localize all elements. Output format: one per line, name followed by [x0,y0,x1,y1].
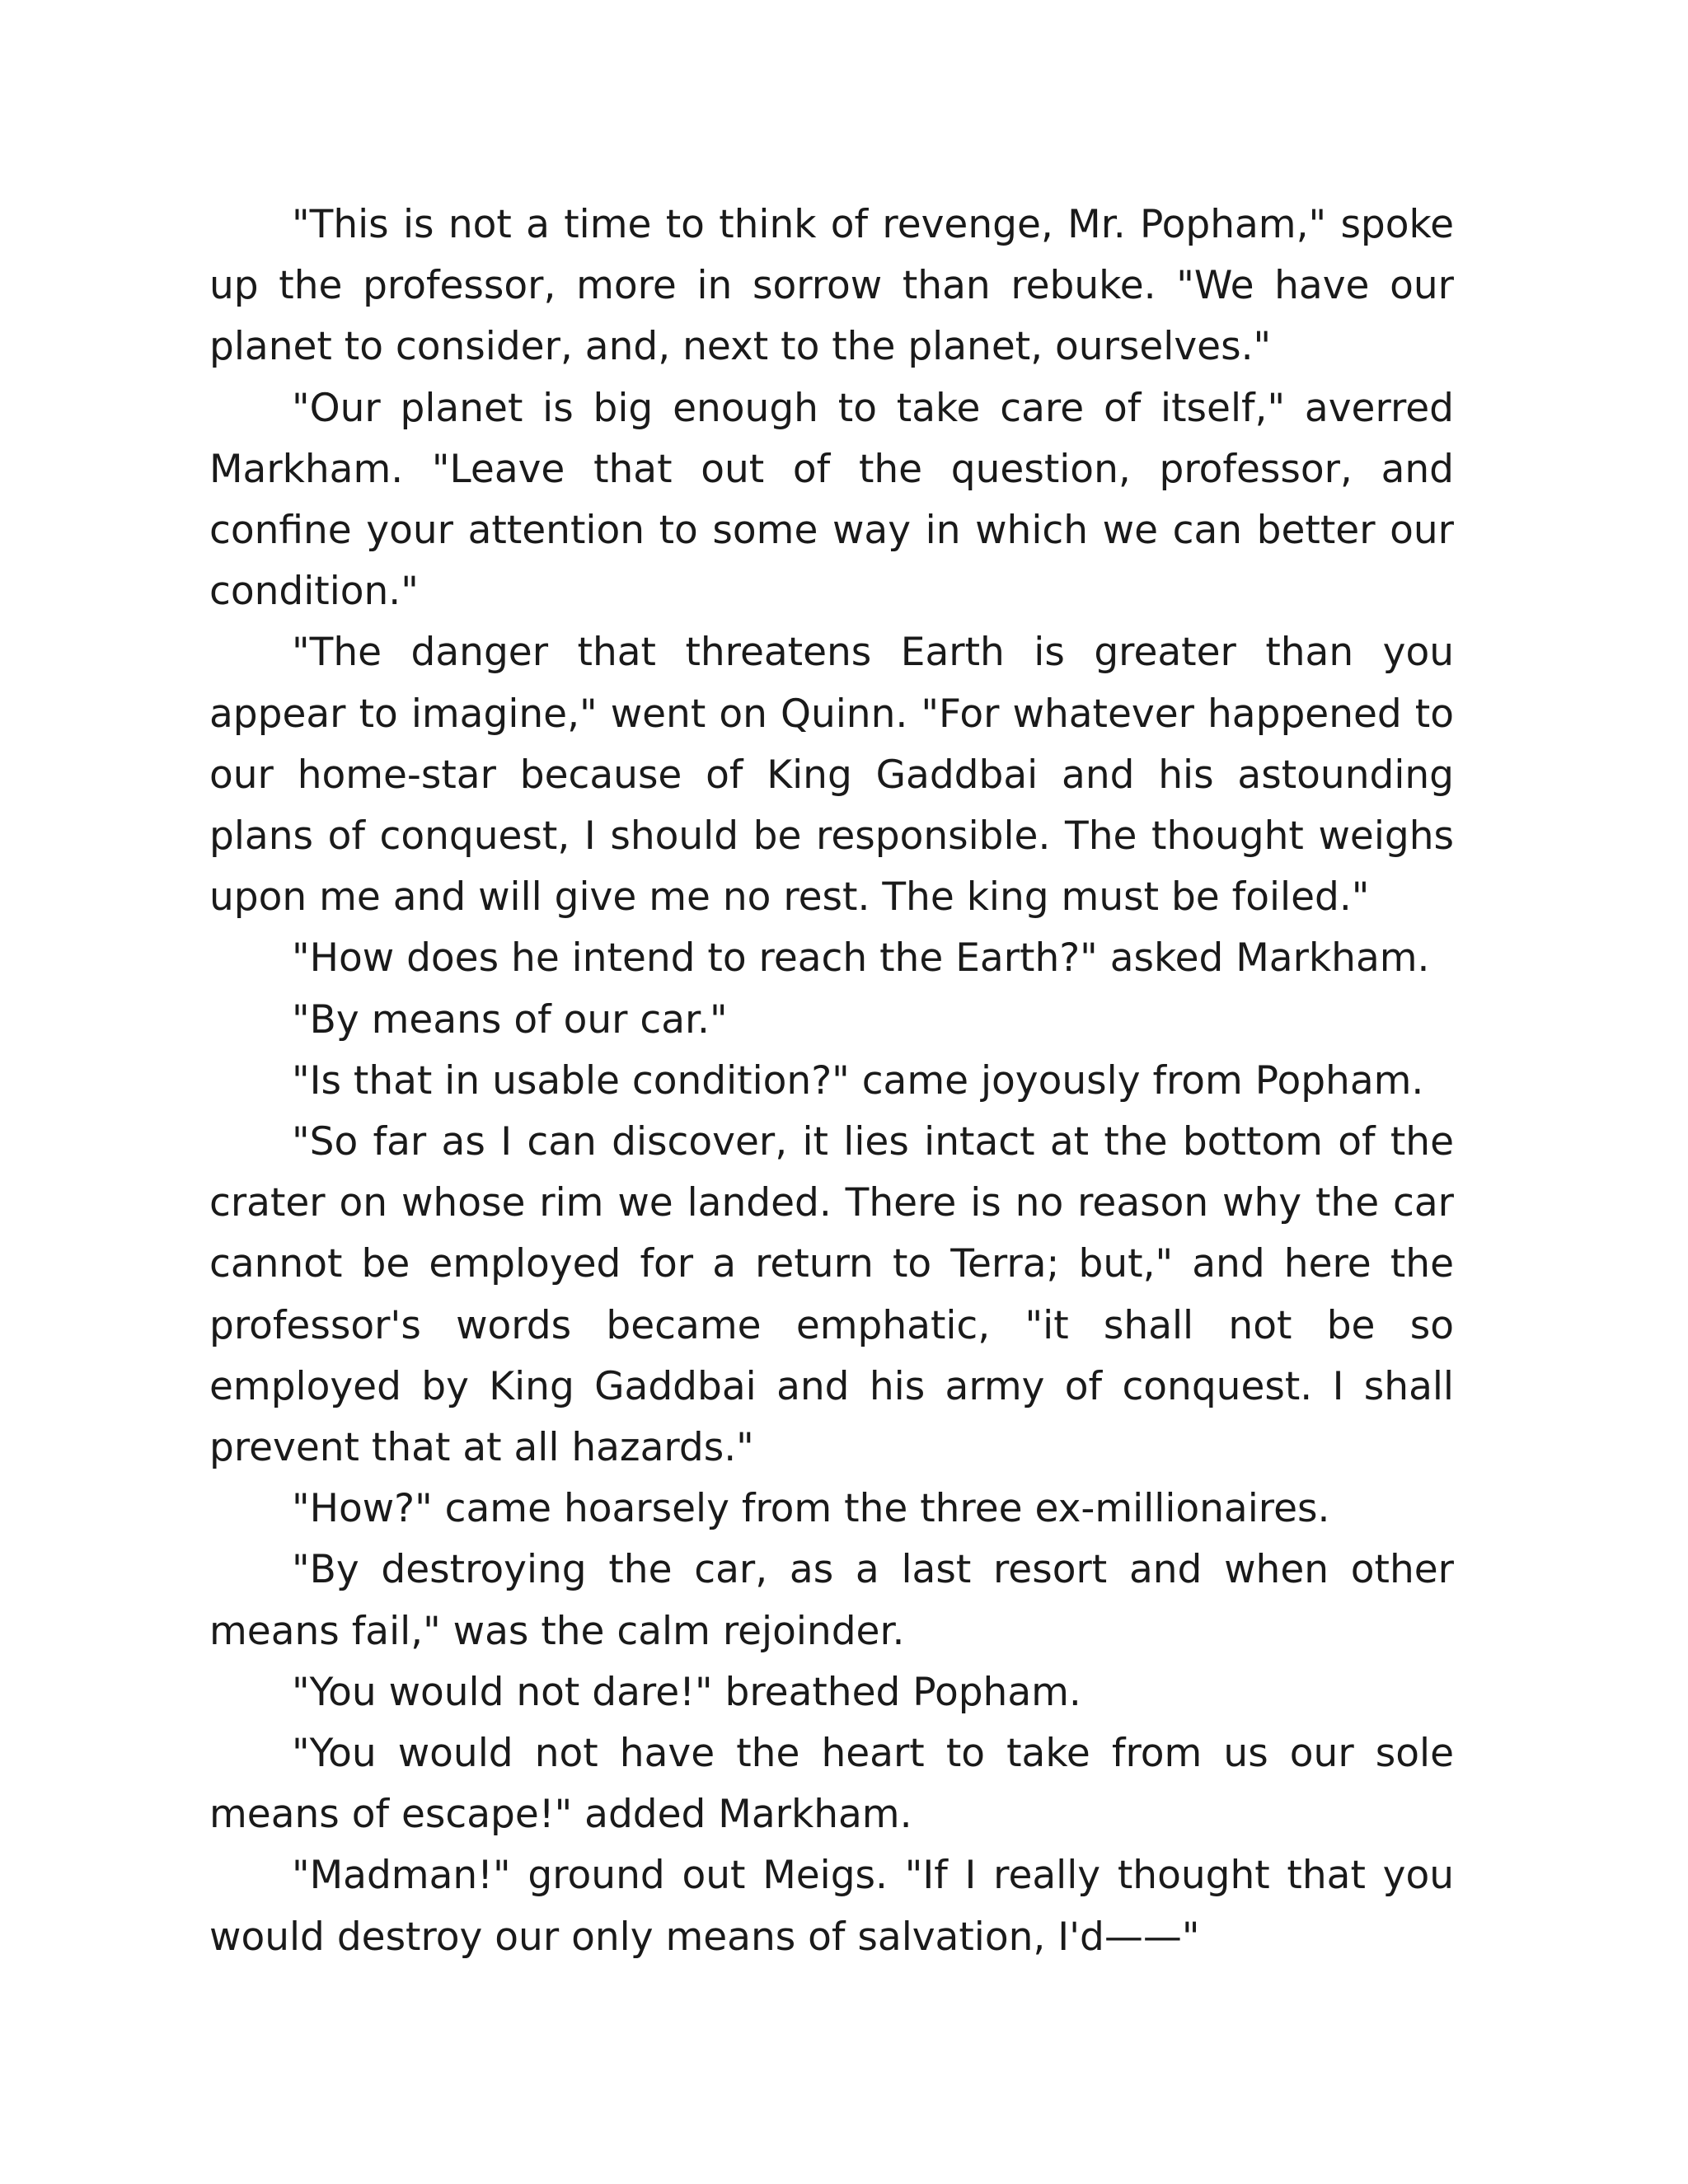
paragraph-how: "How?" came hoarsely from the three ex-millionaires. [292,1486,1330,1532]
paragraph-danger: "The danger that threatens Earth is greater than you appear to imagine," went on Quinn. "For whatever happened to our home-star because of King Gaddbai and his astounding plans of conquest, I should be responsible. The thought weighs upon me and will give me no rest. The king must be foiled." [209,630,1454,921]
page-body [209,194,1454,1968]
paragraph-car: "By means of our car." [292,996,728,1043]
paragraph-crater: "So far as I can discover, it lies intact at the bottom of the crater on whose rim we landed. There is no reason why the car cannot be employed for a return to Terra; but," and here the professor's words became emphatic, "it shall not be so employed by King Gaddbai and his army of conquest. I shall prevent that at all hazards." [209,1119,1454,1471]
paragraph-planet: "Our planet is big enough to take care of itself," averred Markham. "Leave that out of the question, professor, and confine your attention to some way in which we can better our condition." [209,385,1454,615]
paragraph-escape: "You would not have the heart to take from us our sole means of escape!" added Markham. [209,1731,1454,1838]
paragraph-revenge: "This is not a time to think of revenge, Mr. Popham," spoke up the professor, more in sorrow than rebuke. "We have our planet to consider, and, next to the planet, ourselves." [209,202,1454,370]
paragraph-usable: "Is that in usable condition?" came joyously from Popham. [292,1057,1424,1104]
paragraph-destroying: "By destroying the car, as a last resort and when other means fail," was the calm rejoinder. [209,1547,1454,1654]
paragraph-reach-earth: "How does he intend to reach the Earth?" asked Markham. [292,935,1430,982]
paragraph-not-dare: "You would not dare!" breathed Popham. [292,1669,1081,1715]
paragraph-madman: "Madman!" ground out Meigs. "If I really thought that you would destroy our only means of salvation, I'd——" [209,1853,1454,1960]
